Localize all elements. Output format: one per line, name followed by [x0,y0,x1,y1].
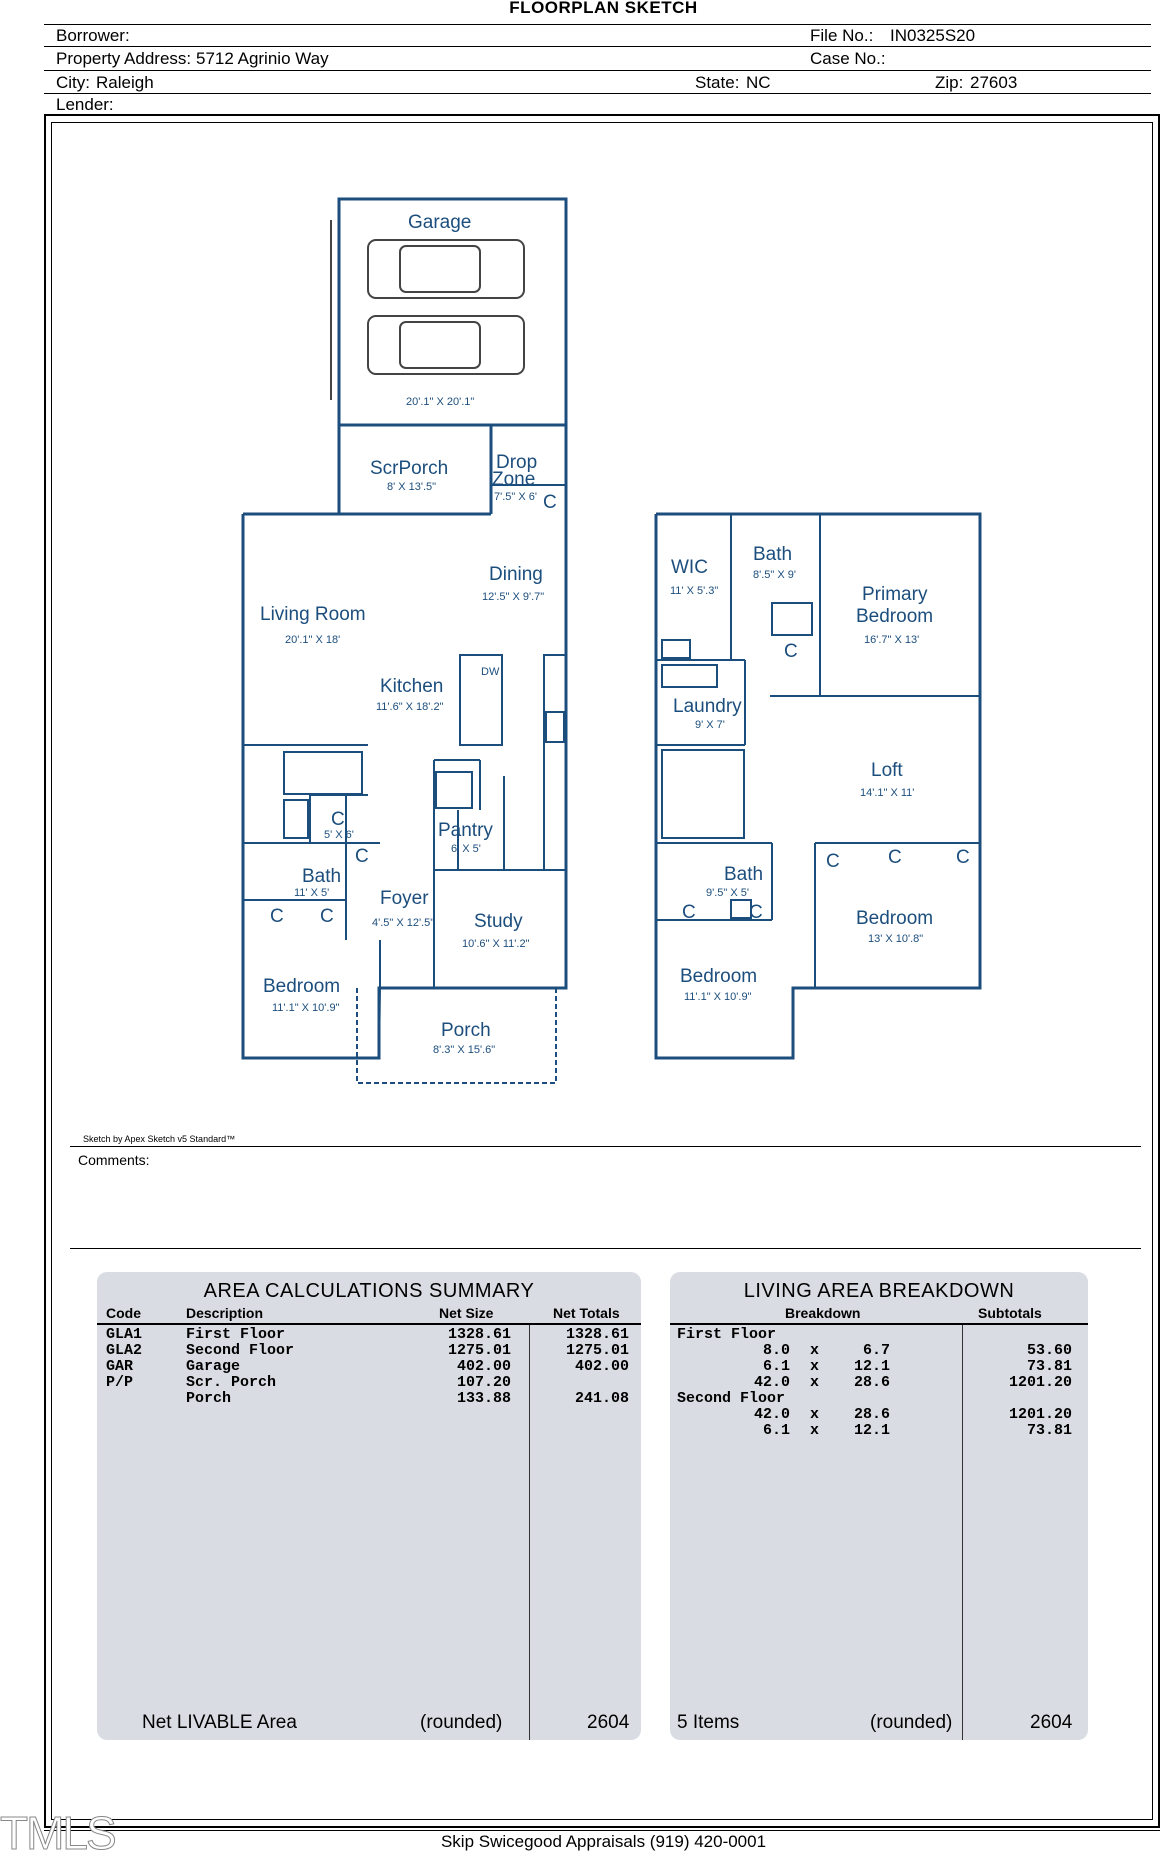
breakdown-a: 42.0 [753,1406,790,1423]
svg-text:5' X 6': 5' X 6' [324,829,354,841]
address-value: 5712 Agrinio Way [196,49,329,68]
first-floor-walls [243,425,566,1058]
svg-text:Loft: Loft [871,760,903,781]
row-size: 1328.61 [447,1326,511,1343]
city-value: Raleigh [96,73,154,92]
svg-text:Living Room: Living Room [260,604,366,625]
area-summary-panel [97,1272,641,1740]
svg-text:Bath: Bath [724,864,764,885]
file-no-value: IN0325S20 [890,26,976,45]
svg-text:C: C [888,847,902,868]
breakdown-sub: 73.81 [1026,1358,1072,1375]
col-net-size: Net Size [439,1305,494,1321]
row-desc: Second Floor [186,1342,295,1359]
svg-text:Laundry: Laundry [673,696,742,717]
col-code: Code [106,1305,141,1321]
table-row: GAR [106,1358,134,1375]
row-size: 133.88 [456,1390,511,1407]
col-subtotals: Subtotals [978,1305,1042,1321]
row-desc: Scr. Porch [186,1374,277,1391]
case-no-label: Case No.: [810,49,886,68]
watermark-logo: TMLS [0,1807,115,1859]
svg-text:8'.3" X 15'.6": 8'.3" X 15'.6" [433,1044,496,1056]
row-total: 402.00 [574,1358,629,1375]
svg-text:11' X 5'.3": 11' X 5'.3" [670,585,719,597]
svg-text:11'.6" X 18'.2": 11'.6" X 18'.2" [376,701,444,713]
svg-text:11'.1" X 10'.9": 11'.1" X 10'.9" [684,991,752,1003]
svg-text:Drop: Drop [496,452,538,473]
address-label: Property Address: [56,49,192,68]
svg-text:10'.6" X 11'.2": 10'.6" X 11'.2" [462,938,530,950]
breakdown-a: 8.0 [762,1342,790,1359]
row-desc: Porch [186,1390,232,1407]
breakdown-sub: 1201.20 [1008,1406,1072,1423]
table-row: GLA1 [106,1326,143,1343]
svg-text:12'.5" X 9'.7": 12'.5" X 9'.7" [482,591,545,603]
breakdown-b: 6.7 [862,1342,890,1359]
breakdown-sub: 73.81 [1026,1422,1072,1439]
comments-rule-bottom [70,1248,1141,1249]
svg-text:C: C [355,846,369,867]
svg-text:C: C [749,902,763,923]
col-breakdown: Breakdown [785,1305,861,1321]
svg-text:8' X 13'.5": 8' X 13'.5" [387,481,437,493]
svg-text:16'.7" X 13': 16'.7" X 13' [864,634,920,646]
borrower-label: Borrower: [56,26,130,45]
breakdown-b: 28.6 [853,1374,890,1391]
svg-text:14'.1" X 11': 14'.1" X 11' [860,787,915,799]
state-label: State: [695,73,740,92]
svg-text:Bedroom: Bedroom [263,976,341,997]
svg-text:Bath: Bath [753,544,793,565]
living-breakdown-panel [670,1272,1088,1740]
breakdown-a: 6.1 [762,1422,790,1439]
comments-label: Comments: [78,1152,150,1168]
row-total: 241.08 [574,1390,629,1407]
comments-rule-top [70,1146,1141,1147]
svg-text:C: C [682,902,696,923]
breakdown-sub: 1201.20 [1008,1374,1072,1391]
lender-label: Lender: [56,95,114,114]
breakdown-x: x [810,1374,820,1391]
svg-text:9' X 7': 9' X 7' [695,719,725,731]
breakdown-a: 42.0 [753,1374,790,1391]
col-net-totals: Net Totals [553,1305,620,1321]
breakdown-x: x [810,1358,820,1375]
sketch-credit: Sketch by Apex Sketch v5 Standard™ [83,1134,236,1144]
svg-text:Bath: Bath [302,866,342,887]
svg-text:Zone: Zone [492,469,536,490]
breakdown-rounded: (rounded) [870,1712,953,1733]
breakdown-group: Second Floor [677,1390,786,1407]
svg-text:11'.1" X 10'.9": 11'.1" X 10'.9" [272,1002,340,1014]
svg-text:Foyer: Foyer [380,888,429,909]
table-row: GLA2 [106,1342,143,1359]
svg-text:C: C [956,847,970,868]
svg-text:20'.1" X 20'.1": 20'.1" X 20'.1" [406,396,475,408]
svg-text:13' X 10'.8": 13' X 10'.8" [868,933,924,945]
row-desc: Garage [186,1358,241,1375]
net-livable-rounded: (rounded) [420,1712,503,1733]
svg-text:Dining: Dining [489,564,543,585]
svg-text:8'.5" X 9': 8'.5" X 9' [753,569,796,581]
area-summary-title: AREA CALCULATIONS SUMMARY [203,1280,535,1302]
svg-text:Study: Study [474,911,523,932]
svg-text:C: C [826,851,840,872]
svg-text:9'.5" X 5': 9'.5" X 5' [706,887,749,899]
svg-text:Bedroom: Bedroom [680,966,758,987]
living-breakdown-title: LIVING AREA BREAKDOWN [743,1280,1015,1302]
col-description: Description [186,1305,264,1321]
breakdown-x: x [810,1422,820,1439]
breakdown-a: 6.1 [762,1358,790,1375]
row-desc: First Floor [186,1326,286,1343]
svg-text:WIC: WIC [671,557,708,578]
breakdown-b: 12.1 [853,1422,890,1439]
row-size: 402.00 [456,1358,511,1375]
breakdown-total: 2604 [1030,1712,1073,1733]
row-total: 1328.61 [565,1326,629,1343]
svg-text:C: C [320,906,334,927]
svg-text:7'.5" X 6': 7'.5" X 6' [494,491,537,503]
svg-text:DW: DW [481,666,500,678]
items-count: 5 Items [677,1712,740,1733]
footer-rule [44,1830,1160,1831]
page-title: FLOORPLAN SKETCH [509,0,698,17]
svg-text:Porch: Porch [441,1020,491,1041]
table-row: P/P [106,1374,134,1391]
breakdown-x: x [810,1342,820,1359]
breakdown-b: 28.6 [853,1406,890,1423]
svg-text:Pantry: Pantry [438,820,493,841]
svg-text:Bedroom: Bedroom [856,908,934,929]
net-livable-label: Net LIVABLE Area [142,1712,297,1733]
row-size: 1275.01 [447,1342,511,1359]
zip-label: Zip: [935,73,964,92]
net-livable-value: 2604 [587,1712,630,1733]
svg-text:C: C [331,809,345,830]
zip-value: 27603 [970,73,1018,92]
svg-text:11' X 5': 11' X 5' [294,887,330,899]
breakdown-group: First Floor [677,1326,777,1343]
row-total: 1275.01 [565,1342,629,1359]
breakdown-sub: 53.60 [1026,1342,1072,1359]
breakdown-b: 12.1 [853,1358,890,1375]
svg-text:4'.5" X 12'.5": 4'.5" X 12'.5" [372,917,435,929]
svg-text:Primary: Primary [862,584,928,605]
file-no-label: File No.: [810,26,874,45]
svg-text:6' X 5': 6' X 5' [451,843,481,855]
svg-text:C: C [270,906,284,927]
svg-text:C: C [543,492,557,513]
breakdown-x: x [810,1406,820,1423]
svg-text:Kitchen: Kitchen [380,676,444,697]
room-label-garage: Garage [408,212,472,233]
state-value: NC [746,73,771,92]
footer-company: Skip Swicegood Appraisals (919) 420-0001 [440,1832,767,1851]
svg-text:ScrPorch: ScrPorch [370,458,449,479]
svg-text:C: C [784,641,798,662]
svg-text:Bedroom: Bedroom [856,606,934,627]
svg-text:20'.1" X 18': 20'.1" X 18' [285,634,341,646]
row-size: 107.20 [456,1374,511,1391]
city-label: City: [56,73,90,92]
